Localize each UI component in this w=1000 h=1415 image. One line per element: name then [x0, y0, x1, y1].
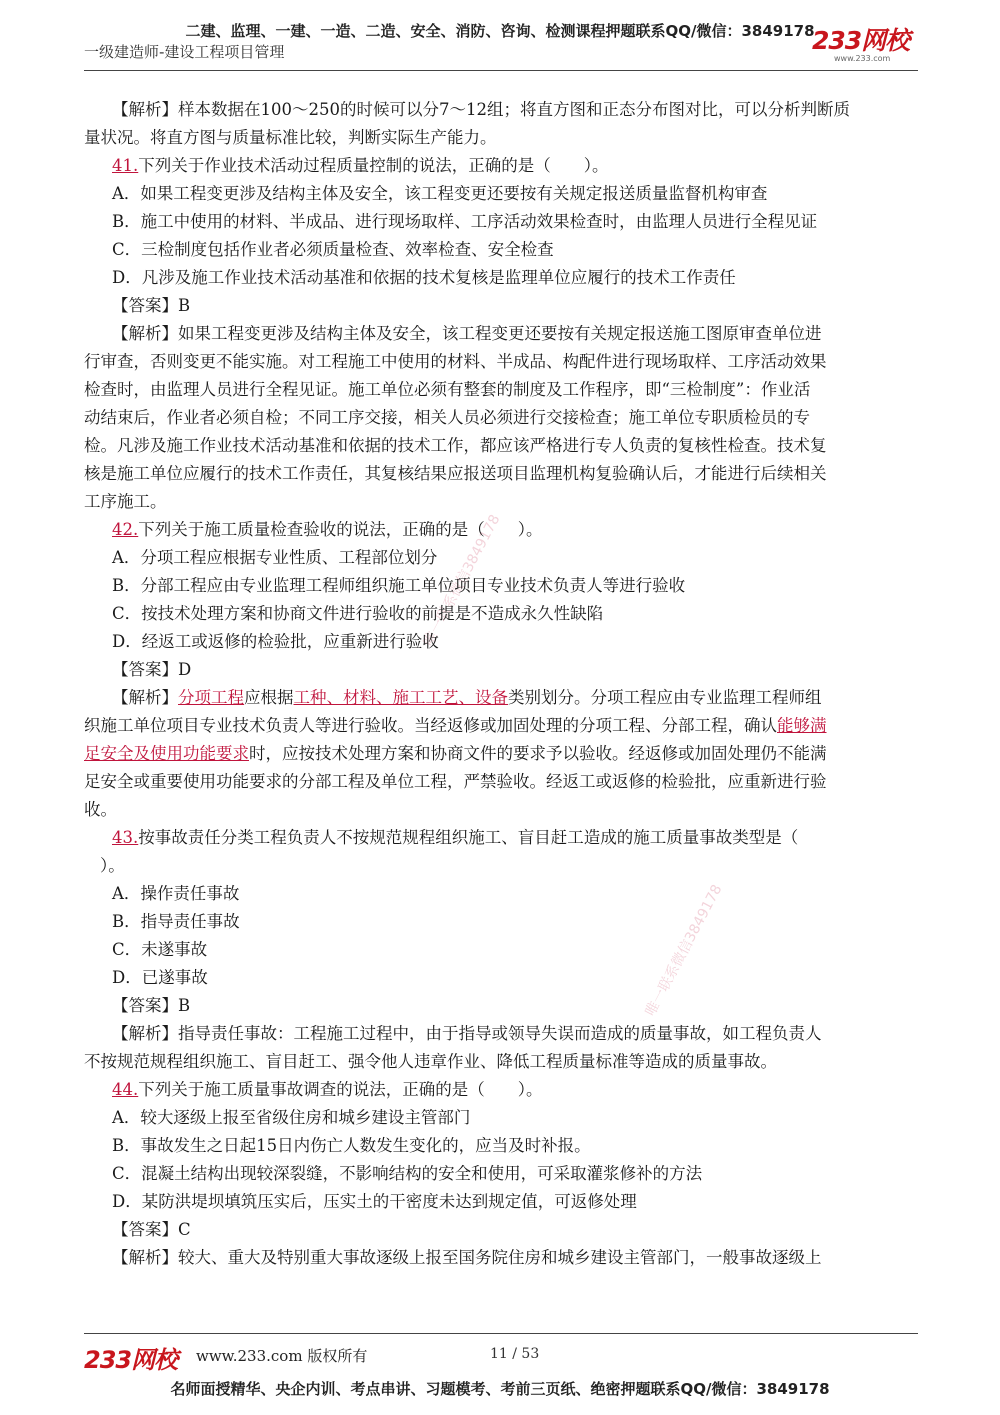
option-c: C．未遂事故: [112, 940, 208, 959]
brand-logo-text: 233网校: [812, 26, 910, 55]
explanation-line: 【解析】如果工程变更涉及结构主体及安全，该工程变更还要按有关规定报送施工图原审查单位进: [112, 324, 822, 343]
option-a: A．较大逐级上报至省级住房和城乡建设主管部门: [112, 1108, 471, 1127]
question-number[interactable]: 42.: [112, 520, 139, 539]
watermark: 唯一联系微信3849178: [420, 512, 504, 649]
footer-divider: [84, 1333, 918, 1334]
answer: 【答案】C: [112, 1220, 191, 1239]
question-number[interactable]: 43.: [112, 828, 139, 847]
footer-logo[interactable]: 233网校: [84, 1346, 178, 1374]
explanation-line: 【解析】分项工程应根据工种、材料、施工工艺、设备类别划分。分项工程应由专业监理工程师组: [112, 688, 822, 707]
highlight-term: 工种、材料、施工工艺、设备: [293, 688, 508, 707]
explanation-line: 工序施工。: [84, 492, 167, 511]
option-c: C．混凝土结构出现较深裂缝，不影响结构的安全和使用，可采取灌浆修补的方法: [112, 1164, 703, 1183]
explanation-line: 【解析】较大、重大及特别重大事故逐级上报至国务院住房和城乡建设主管部门，一般事故逐级上: [112, 1248, 822, 1267]
page-number: 11 / 53: [490, 1346, 540, 1362]
watermark: 唯一联系微信3849178: [642, 882, 726, 1019]
answer: 【答案】B: [112, 296, 191, 315]
highlight-term: 分项工程: [178, 688, 244, 707]
question-44: 44.下列关于施工质量事故调查的说法，正确的是（ ）。: [112, 1080, 543, 1099]
header-banner: 二建、监理、一建、一造、二造、安全、消防、咨询、检测课程押题联系QQ/微信：3849178: [185, 22, 815, 40]
option-c: C．按技术处理方案和协商文件进行验收的前提是不造成永久性缺陷: [112, 604, 604, 623]
option-a: A．如果工程变更涉及结构主体及安全，该工程变更还要按有关规定报送质量监督机构审查: [112, 184, 768, 203]
option-d: D．某防洪堤坝填筑压实后，压实土的干密度未达到规定值，可返修处理: [112, 1192, 637, 1211]
option-d: D．已遂事故: [112, 968, 208, 987]
brand-logo[interactable]: [812, 28, 922, 64]
option-d: D．凡涉及施工作业技术活动基准和依据的技术复核是监理单位应履行的技术工作责任: [112, 268, 736, 287]
question-number[interactable]: 44.: [112, 1080, 139, 1099]
brand-logo-url: www.233.com: [834, 54, 891, 63]
question-42: 42.下列关于施工质量检查验收的说法，正确的是（ ）。: [112, 520, 543, 539]
explanation-line: 织施工单位项目专业技术负责人等进行验收。当经返修或加固处理的分项工程、分部工程，确认能够满: [84, 716, 827, 735]
question-number[interactable]: 41.: [112, 156, 139, 175]
explanation-line: 行审查，否则变更不能实施。对工程施工中使用的材料、半成品、构配件进行现场取样、工序活动效果: [84, 352, 827, 371]
explanation-line: 收。: [84, 800, 117, 819]
question-41: 41.下列关于作业技术活动过程质量控制的说法，正确的是（ ）。: [112, 156, 609, 175]
explanation-line: 【解析】样本数据在100～250的时候可以分7～12组；将直方图和正态分布图对比，可以分析判断质: [112, 100, 850, 119]
option-d: D．经返工或返修的检验批，应重新进行验收: [112, 632, 439, 651]
question-43: 43.按事故责任分类工程负责人不按规范规程组织施工、盲目赶工造成的施工质量事故类型是（: [112, 828, 799, 847]
option-c: C．三检制度包括作业者必须质量检查、效率检查、安全检查: [112, 240, 554, 259]
highlight-term: 足安全及使用功能要求: [84, 744, 249, 763]
explanation-line: 检查时，由监理人员进行全程见证。施工单位必须有整套的制度及工作程序，即“三检制度”：作业活: [84, 380, 811, 399]
explanation-line: 检。凡涉及施工作业技术活动基准和依据的技术工作，都应该严格进行专人负责的复核性检查。技术复: [84, 436, 827, 455]
question-stem-cont: ）。: [100, 856, 125, 875]
option-a: A．操作责任事故: [112, 884, 240, 903]
option-b: B．分部工程应由专业监理工程师组织施工单位项目专业技术负责人等进行验收: [112, 576, 686, 595]
highlight-term: 能够满: [777, 716, 827, 735]
option-a: A．分项工程应根据专业性质、工程部位划分: [112, 548, 438, 567]
explanation-line: 足安全及使用功能要求时，应按技术处理方案和协商文件的要求予以验收。经返修或加固处理仍不能满: [84, 744, 827, 763]
option-b: B．事故发生之日起15日内伤亡人数发生变化的，应当及时补报。: [112, 1136, 591, 1155]
explanation-line: 量状况。将直方图与质量标准比较，判断实际生产能力。: [84, 128, 497, 147]
answer: 【答案】D: [112, 660, 192, 679]
document-body: [84, 96, 920, 1272]
explanation-line: 不按规范规程组织施工、盲目赶工、强令他人违章作业、降低工程质量标准等造成的质量事故。: [84, 1052, 777, 1071]
option-b: B．指导责任事故: [112, 912, 240, 931]
document-subtitle: 一级建造师-建设工程项目管理: [84, 43, 285, 61]
explanation-line: 【解析】指导责任事故：工程施工过程中，由于指导或领导失误而造成的质量事故，如工程负责人: [112, 1024, 822, 1043]
explanation-line: 足安全或重要使用功能要求的分部工程及单位工程，严禁验收。经返工或返修的检验批，应重新进行验: [84, 772, 827, 791]
header-divider: [84, 70, 918, 71]
footer-copyright: www.233.com 版权所有: [196, 1347, 368, 1365]
explanation-line: 核是施工单位应履行的技术工作责任，其复核结果应报送项目监理机构复验确认后，才能进行后续相关: [84, 464, 827, 483]
option-b: B．施工中使用的材料、半成品、进行现场取样、工序活动效果检查时，由监理人员进行全程见证: [112, 212, 818, 231]
footer-banner: 名师面授精华、央企内训、考点串讲、习题模考、考前三页纸、绝密押题联系QQ/微信：3849178: [170, 1380, 830, 1398]
explanation-line: 动结束后，作业者必须自检；不同工序交接，相关人员必须进行交接检查；施工单位专职质检员的专: [84, 408, 810, 427]
answer: 【答案】B: [112, 996, 191, 1015]
